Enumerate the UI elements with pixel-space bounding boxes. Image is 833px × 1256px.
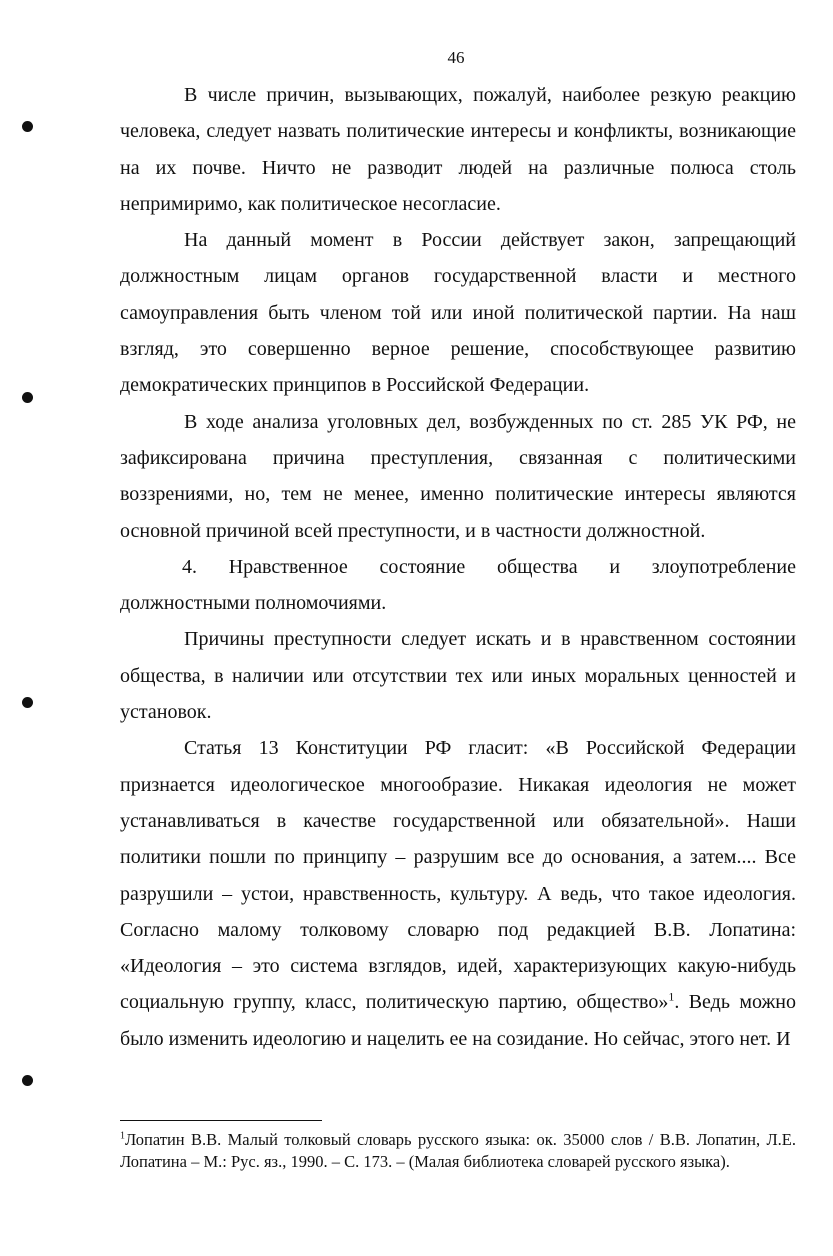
paragraph-text-part: Статья 13 Конституции РФ гласит: «В Российской Федерации признается идеологическое многообразие. Никакая идеология не может устанавливаться в качестве государственной или обязательной». Наши политики пошли по принципу – разрушим все до основания, а затем.... Все разрушили – устои, нравственность, культуру. А ведь, что такое идеология. Согласно малому толковому словарю под редакцией В.В. Лопатина: «Идеология – это система взглядов, идей, характеризующих какую-нибудь социальную группу, класс, политическую партию, общество»: [120, 737, 796, 1014]
footnote-text: Лопатин В.В. Малый толковый словарь русского языка: ок. 35000 слов / В.В. Лопатин, Л.Е. Лопатина – М.: Рус. яз., 1990. – С. 173. – (Малая библиотека словарей русского языка).: [120, 1130, 796, 1171]
body-text: [120, 77, 796, 1057]
section-heading-moral-state: 4. Нравственное состояние общества и злоупотребление должностными полномочиями.: [120, 555, 796, 615]
paragraph-constitution-ideology: [120, 730, 796, 1057]
footnote: [120, 1129, 796, 1173]
binding-hole-mark: [22, 1075, 33, 1086]
paragraph-text-part: . Ведь можно было изменить идеологию и нацелить ее на созидание. Но сейчас, этого нет. И: [120, 991, 796, 1050]
paragraph-moral-causes: Причины преступности следует искать и в нравственном состоянии общества, в наличии или отсутствии тех или иных моральных ценностей и установок.: [120, 628, 796, 724]
paragraph-law-on-parties: На данный момент в России действует закон, запрещающий должностным лицам органов государственной власти и местного самоуправления быть членом той или иной политической партии. На наш взгляд, это совершенно верное решение, способствующее развитию демократических принципов в Российской Федерации.: [120, 229, 796, 397]
paragraph-criminal-cases-analysis: В ходе анализа уголовных дел, возбужденных по ст. 285 УК РФ, не зафиксирована причина преступления, связанная с политическими воззрениями, но, тем не менее, именно политические интересы являются основной причиной всей преступности, и в частности должностной.: [120, 410, 796, 542]
binding-hole-mark: [22, 697, 33, 708]
footnote-reference[interactable]: 1: [668, 989, 675, 1004]
footnote-marker: 1: [120, 1130, 125, 1142]
paragraph-political-interests: В числе причин, вызывающих, пожалуй, наиболее резкую реакцию человека, следует назвать политические интересы и конфликты, возникающие на их почве. Ничто не разводит людей на различные полюса столь непримиримо, как политическое несогласие.: [120, 84, 796, 215]
page-number: 46: [447, 48, 465, 67]
binding-hole-mark: [22, 392, 33, 403]
binding-hole-mark: [22, 121, 33, 132]
footnote-separator: [120, 1120, 322, 1121]
